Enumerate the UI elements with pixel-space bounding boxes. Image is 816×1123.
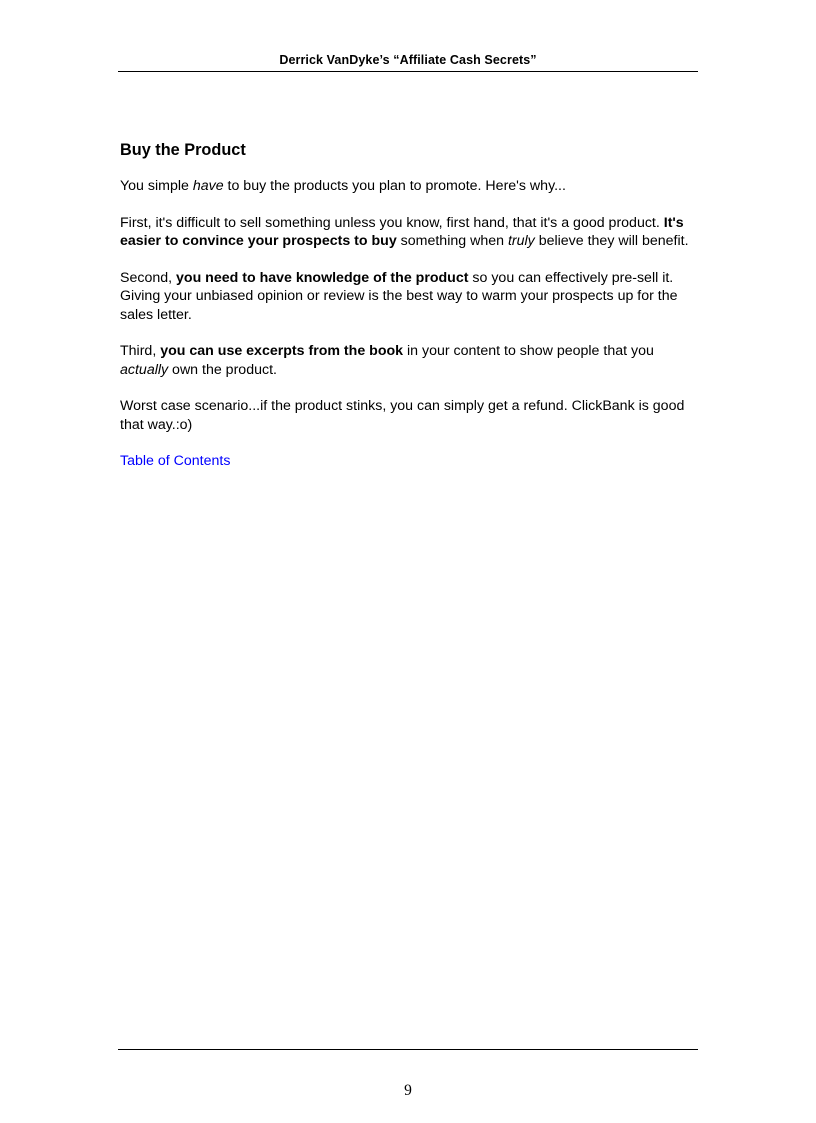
paragraph-text: own the product. (168, 361, 277, 378)
paragraph-text: Worst case scenario...if the product stinks, you can simply get a refund. ClickBank is good that way.:o) (120, 398, 685, 433)
paragraph-text: so you can effectively pre-sell it. Giving your unbiased opinion or review is the best way to warm your prospects up for the sales letter. (120, 269, 678, 323)
paragraph-second-reason (120, 269, 700, 325)
footer-divider (118, 1049, 698, 1050)
paragraph-text: First, it's difficult to sell something unless you know, first hand, that it's a good product. (120, 214, 664, 231)
paragraph-text: something when (396, 233, 508, 249)
paragraph-text: to buy the products you plan to promote. Here's why... (223, 178, 566, 194)
table-of-contents-link[interactable]: Table of Contents (120, 453, 231, 469)
emphasis-text: have (192, 178, 224, 194)
paragraph-text: in your content to show people that you (403, 343, 654, 359)
bold-text: you need to have knowledge of the product (176, 269, 469, 286)
header-divider (118, 71, 698, 72)
paragraph-text: Third, (120, 343, 161, 359)
emphasis-text: truly (507, 233, 535, 249)
page-header-title: Derrick VanDyke’s “Affiliate Cash Secrets” (279, 53, 537, 67)
paragraph-text: You simple (120, 178, 193, 194)
section-heading: Buy the Product (120, 141, 246, 159)
paragraph-first-reason (120, 214, 700, 251)
page-content (120, 139, 700, 471)
paragraph-third-reason (120, 342, 700, 379)
paragraph-text: believe they will benefit. (534, 233, 689, 249)
paragraph-why-buy (120, 177, 700, 196)
emphasis-text: actually (120, 361, 169, 378)
paragraph-text: Second, (120, 269, 177, 286)
bold-text: It's easier to convince your prospects to buy (120, 214, 684, 249)
paragraph-worst-case (120, 397, 700, 434)
bold-text: you can use excerpts from the book (160, 343, 404, 359)
page-number: 9 (404, 1082, 412, 1099)
